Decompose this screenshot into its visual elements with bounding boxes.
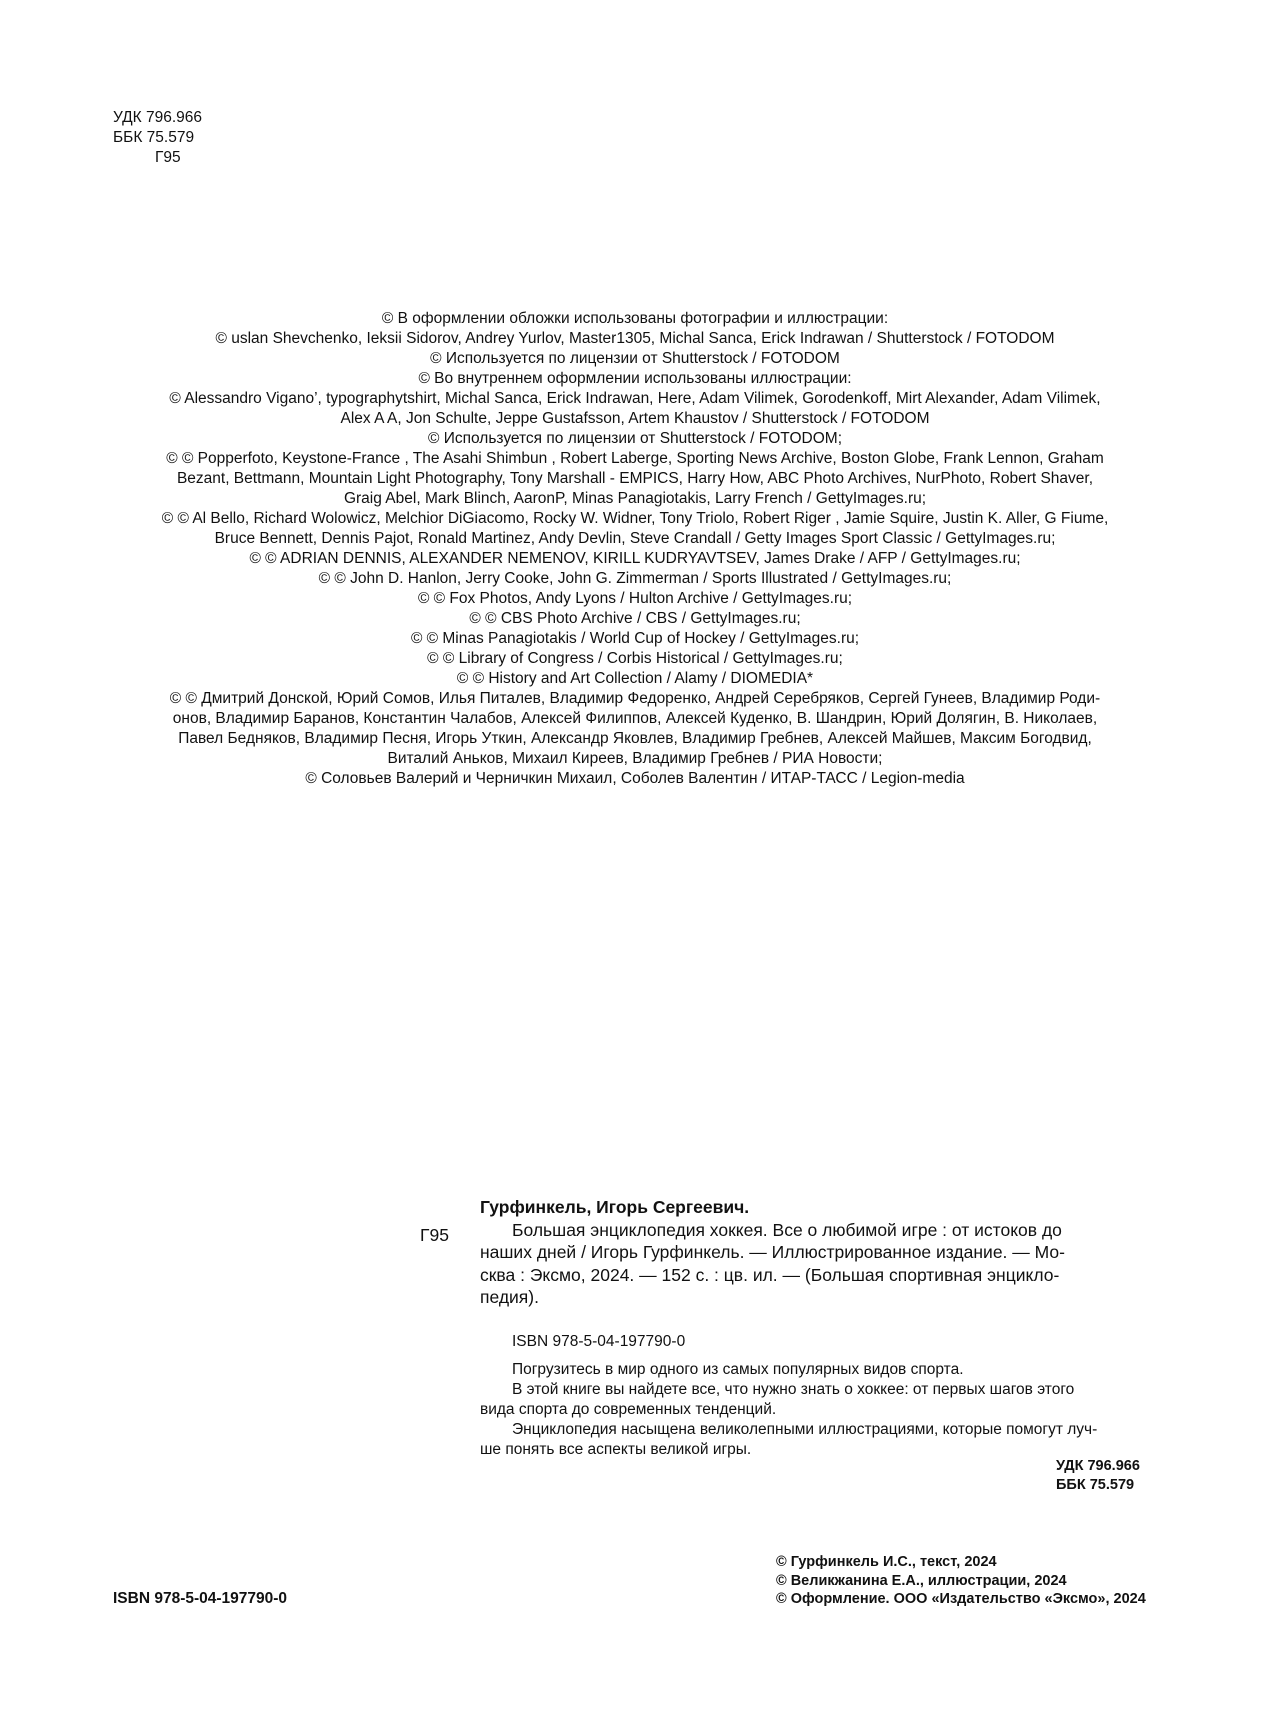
annotation-line: вида спорта до современных тенденций. xyxy=(480,1401,777,1418)
credit-line: онов, Владимир Баранов, Константин Чалабов, Алексей Филиппов, Алексей Куденко, В. Шандрин, Юрий Долягин, В. Николаев, xyxy=(172,710,1098,727)
credit-line: © © Library of Congress / Corbis Historical / GettyImages.ru; xyxy=(427,650,843,667)
annotation-line: Энциклопедия насыщена великолепными иллюстрациями, которые помогут луч- xyxy=(512,1421,1098,1438)
credit-line: © Во внутреннем оформлении использованы иллюстрации: xyxy=(418,370,852,387)
entry-author: Гурфинкель, Игорь Сергеевич. xyxy=(480,1197,750,1217)
copyright-line: © Великжанина Е.А., иллюстрации, 2024 xyxy=(776,1572,1067,1589)
entry-description-line: наших дней / Игорь Гурфинкель. — Иллюстрированное издание. — Мо- xyxy=(480,1242,1065,1262)
annotation-line: Погрузитесь в мир одного из самых популярных видов спорта. xyxy=(512,1361,964,1378)
entry-description-line: сква : Эксмо, 2024. — 152 с. : цв. ил. — (Большая спортивная энцикло- xyxy=(480,1264,1060,1285)
bibliographic-entry xyxy=(480,1196,1160,1309)
credit-line: © © CBS Photo Archive / CBS / GettyImages.ru; xyxy=(469,610,801,627)
credit-line: © В оформлении обложки использованы фотографии и иллюстрации: xyxy=(381,310,889,327)
copyright-line: © Оформление. ООО «Издательство «Эксмо», 2024 xyxy=(776,1591,1146,1607)
credit-line: © Используется по лицензии от Shutterstock / FOTODOM xyxy=(430,350,840,367)
credit-line: © Соловьев Валерий и Черничкин Михаил, Соболев Валентин / ИТАР-ТАСС / Legion-media xyxy=(305,770,965,787)
classification-right xyxy=(1056,1457,1140,1494)
credit-line: © Используется по лицензии от Shutterstock / FOTODOM; xyxy=(427,430,843,447)
copyright-line: © Гурфинкель И.С., текст, 2024 xyxy=(776,1554,997,1570)
classification-block xyxy=(113,108,202,168)
credit-line: © © John D. Hanlon, Jerry Cooke, John G. Zimmerman / Sports Illustrated / GettyImages.ru; xyxy=(318,570,952,587)
credit-line: © uslan Shevchenko, Ieksii Sidorov, Andrey Yurlov, Master1305, Michal Sanca, Erick Indrawan / Shutterstock / FOTODOM xyxy=(215,330,1055,347)
entry-description-line: педия). xyxy=(480,1287,539,1307)
credit-line: © © Popperfoto, Keystone-France , The Asahi Shimbun , Robert Laberge, Sporting News Archive, Boston Globe, Frank Lennon, Graham xyxy=(166,450,1104,467)
isbn-bottom: ISBN 978-5-04-197790-0 xyxy=(113,1590,288,1607)
bbk-code: ББК 75.579 xyxy=(113,129,195,146)
credit-line: Павел Бедняков, Владимир Песня, Игорь Уткин, Александр Яковлев, Владимир Гребнев, Алексей Майшев, Максим Богодвид, xyxy=(178,730,1092,747)
credit-line: © © Дмитрий Донской, Юрий Сомов, Илья Питалев, Владимир Федоренко, Андрей Серебряков, Сергей Гунеев, Владимир Роди- xyxy=(169,690,1101,707)
annotation-line: ше понять все аспекты великой игры. xyxy=(480,1441,752,1458)
credit-line: © © Fox Photos, Andy Lyons / Hulton Archive / GettyImages.ru; xyxy=(417,590,853,607)
credit-line: © Alessandro Vigano’, typographytshirt, Michal Sanca, Erick Indrawan, Here, Adam Vilimek, Gorodenkoff, Mirt Alexander, Adam Vilimek, xyxy=(169,390,1101,407)
copyright-block xyxy=(776,1553,1146,1609)
annotation xyxy=(480,1360,1162,1460)
credit-line: © © History and Art Collection / Alamy / DIOMEDIA* xyxy=(456,670,814,687)
udk-code-right: УДК 796.966 xyxy=(1056,1458,1140,1474)
credit-line: © © Al Bello, Richard Wolowicz, Melchior DiGiacomo, Rocky W. Widner, Tony Triolo, Robert Riger , Jamie Squire, Justin K. Aller, G Fiume, xyxy=(161,510,1109,527)
image-credits xyxy=(100,309,1170,789)
entry-isbn: ISBN 978-5-04-197790-0 xyxy=(512,1333,686,1350)
credit-line: © © Minas Panagiotakis / World Cup of Hockey / GettyImages.ru; xyxy=(410,630,860,647)
credit-line: © © ADRIAN DENNIS, ALEXANDER NEMENOV, KIRILL KUDRYAVTSEV, James Drake / AFP / GettyImages.ru; xyxy=(249,550,1021,567)
bbk-code-right: ББК 75.579 xyxy=(1056,1476,1135,1493)
credit-line: Alex A A, Jon Schulte, Jeppe Gustafsson, Artem Khaustov / Shutterstock / FOTODOM xyxy=(340,410,930,427)
credit-line: Виталий Аньков, Михаил Киреев, Владимир Гребнев / РИА Новости; xyxy=(387,750,883,767)
entry-description-line: Большая энциклопедия хоккея. Все о любимой игре : от истоков до xyxy=(512,1219,1062,1240)
annotation-line: В этой книге вы найдете все, что нужно знать о хоккее: от первых шагов этого xyxy=(512,1381,1075,1398)
credit-line: Bruce Bennett, Dennis Pajot, Ronald Martinez, Andy Devlin, Steve Crandall / Getty Images Sport Classic / GettyImages.ru; xyxy=(214,530,1056,547)
udk-code: УДК 796.966 xyxy=(113,109,203,126)
author-mark: Г95 xyxy=(155,149,181,166)
credit-line: Graig Abel, Mark Blinch, AaronP, Minas Panagiotakis, Larry French / GettyImages.ru; xyxy=(343,490,927,507)
credit-line: Bezant, Bettmann, Mountain Light Photography, Tony Marshall - EMPICS, Harry How, ABC Photo Archives, NurPhoto, Robert Shaver, xyxy=(176,470,1094,487)
entry-author-mark: Г95 xyxy=(420,1225,449,1245)
